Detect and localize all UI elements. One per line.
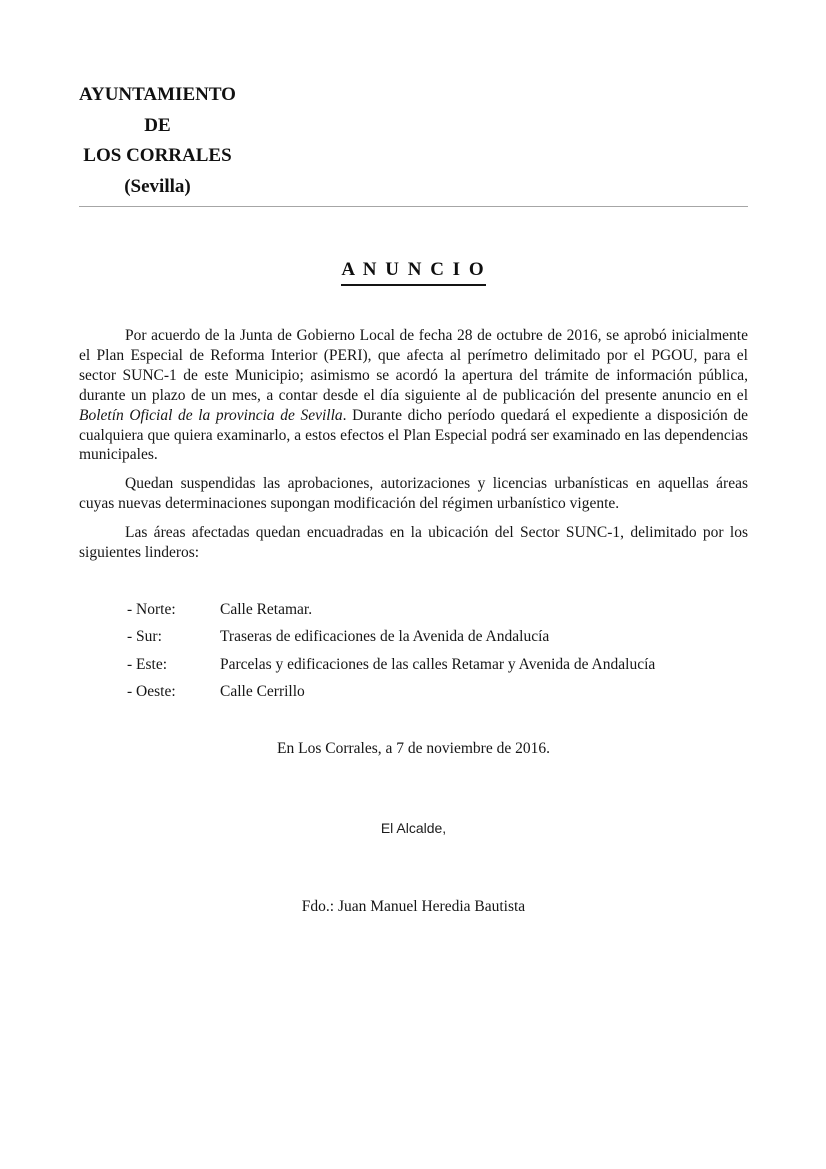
signature-role: El Alcalde, [380, 819, 447, 836]
boundary-label-south: - Sur: [127, 628, 162, 646]
paragraph-1-italic-bulletin-name: Boletín Oficial de la provincia de Sevilla [79, 406, 343, 424]
paragraph-1-text-before-italic: Por acuerdo de la Junta de Gobierno Local de fecha 28 de octubre de 2016, se aprobó inicialmente el Plan Especial de Reforma Interior (PERI), que afecta al perímetro delimitado por el PGOU, para el sector SUNC-1 de este Municipio; asimismo se acordó la apertura del trámite de información pública, durante un plazo de un mes, a contar desde el día siguiente al de publicación del presente anuncio en el [79, 327, 748, 404]
letterhead-line-los-corrales: LOS CORRALES [83, 145, 232, 166]
letterhead-line-ayuntamiento: AYUNTAMIENTO [79, 84, 236, 105]
boundary-row-south [127, 623, 748, 651]
boundary-label-west: - Oeste: [127, 683, 176, 701]
title-wrap [79, 259, 748, 286]
boundary-value-south: Traseras de edificaciones de la Avenida de Andalucía [220, 628, 550, 646]
paragraph-1-text-after-italic: . Durante dicho período quedará el expediente a disposición de cualquiera que quiera examinarlo, a estos efectos el Plan Especial podrá ser examinado en las dependencias municipales. [79, 406, 748, 464]
document-body [79, 326, 748, 563]
paragraph-3: Las áreas afectadas quedan encuadradas en la ubicación del Sector SUNC-1, delimitado por los siguientes linderos: [79, 524, 748, 562]
paragraph-2: Quedan suspendidas las aprobaciones, autorizaciones y licencias urbanísticas en aquellas áreas cuyas nuevas determinaciones supongan modificación del régimen urbanístico vigente. [79, 475, 748, 513]
signature-name: Fdo.: Juan Manuel Heredia Bautista [301, 897, 526, 915]
letterhead [79, 80, 236, 202]
letterhead-divider [79, 206, 748, 207]
letterhead-line-de: DE [144, 114, 171, 136]
dateline: En Los Corrales, a 7 de noviembre de 2016. [277, 739, 550, 757]
boundary-label-north: - Norte: [127, 600, 176, 618]
boundary-row-east [127, 651, 748, 679]
boundary-value-north: Calle Retamar. [220, 600, 313, 618]
document-title: A N U N C I O [341, 259, 485, 286]
paragraph-1 [79, 326, 748, 465]
boundary-label-east: - Este: [127, 655, 168, 673]
boundary-row-north [127, 596, 748, 624]
boundary-value-east: Parcelas y edificaciones de las calles Retamar y Avenida de Andalucía [220, 655, 656, 673]
boundary-row-west [127, 678, 748, 706]
letterhead-line-sevilla: (Sevilla) [124, 175, 191, 197]
boundaries-list [79, 596, 748, 706]
boundary-value-west: Calle Cerrillo [220, 683, 305, 701]
